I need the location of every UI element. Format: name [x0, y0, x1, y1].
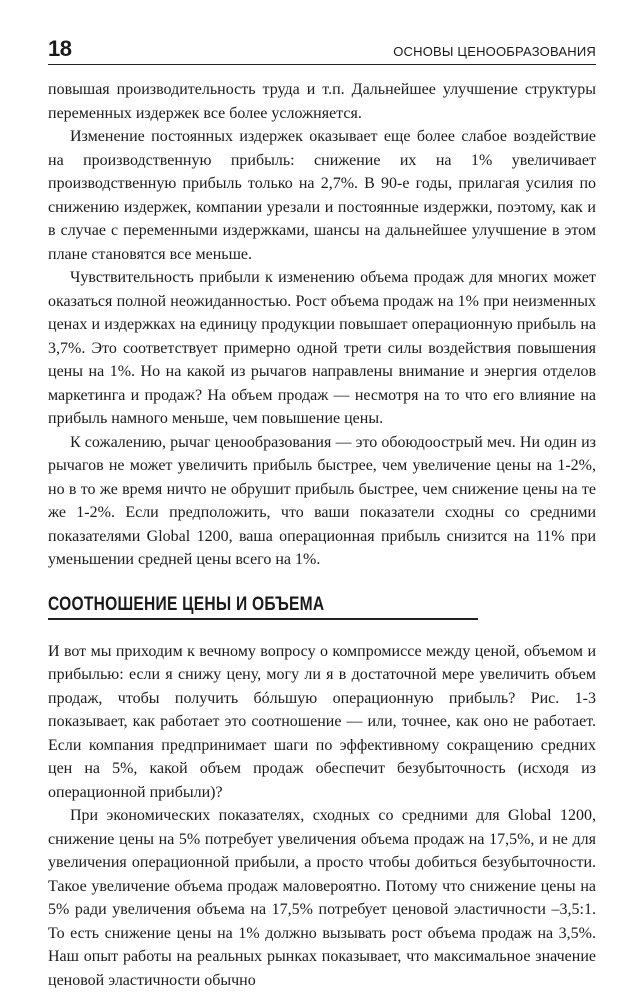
section-heading-rule [48, 595, 478, 620]
paragraph-tradeoff-question: И вот мы приходим к вечному вопросу о компромиссе между ценой, объемом и прибылью: если я снижу цену, могу ли я в достаточной мере увеличить объем продаж, чтобы получить бóльшую операционную прибыль? Рис. 1-3 показывает, как работает это соотношение — или, точнее, как оно не работает. Если компания предпринимает шаги по эффективному сокращению средних цен на 5%, какой объем продаж обеспечит безубыточность (исходя из операционной прибыли)? [48, 642, 596, 801]
paragraph-fixed-costs: Изменение постоянных издержек оказывает еще более слабое воздействие на производственную прибыль: снижение их на 1% увеличивает производственную прибыль только на 2,7%. В 90-е годы, прилагая усилия по снижению издержек, компании урезали и постоянные издержки, поэтому, как и в случае с переменными издержками, шансы на дальнейшее улучшение в этом плане становятся все меньше. [48, 128, 596, 263]
section-heading: СООТНОШЕНИЕ ЦЕНЫ И ОБЪЕМА [48, 593, 325, 615]
text-block-after-heading [48, 640, 596, 993]
paragraph-elasticity: При экономических показателях, сходных со средними для Global 1200, снижение цены на 5% потребует увеличения объема продаж на 17,5%, и не для увеличения операционной прибыли, а просто чтобы добиться безубыточности. Такое увеличение объема продаж маловероятно. Потому что снижение цены на 5% ради увеличения объема на 17,5% потребует ценовой эластичности –3,5:1. То есть снижение цены на 1% должно вызывать рост объема продаж на 3,5%. Наш опыт работы на реальных рынках показывает, что максимальное значение ценовой эластичности обычно [48, 807, 596, 989]
running-title: ОСНОВЫ ЦЕНООБРАЗОВАНИЯ [393, 44, 596, 59]
paragraph-volume-sensitivity: Чувствительность прибыли к изменению объема продаж для многих может оказаться полной неожиданностью. Рост объема продаж на 1% при неизменных ценах и издержках на единицу продукции повышает операционную прибыль на 3,7%. Это соответствует примерно одной трети силы воздействия повышения цены на 1%. Но на какой из рычагов направлены внимание и энергия отделов маркетинга и продаж? На объем продаж — несмотря на то что его влияние на прибыль намного меньше, чем повышение цены. [48, 269, 596, 427]
paragraph-continuation: повышая производительность труда и т.п. Дальнейшее улучшение структуры переменных издержек все более усложняется. [48, 81, 596, 122]
page-number: 18 [48, 36, 72, 61]
text-block-before-heading [48, 78, 596, 572]
running-head [48, 30, 596, 65]
paragraph-pricing-lever: К сожалению, рычаг ценообразования — это обоюдоострый меч. Ни один из рычагов не может увеличить прибыль быстрее, чем увеличение цены на 1-2%, но в то же время ничто не обрушит прибыль быстрее, чем снижение цены на те же 1-2%. Если предположить, что ваши показатели сходны со средними показателями Global 1200, ваша операционная прибыль снизится на 11% при уменьшении средней цены всего на 1%. [48, 433, 596, 568]
book-page [48, 30, 596, 992]
